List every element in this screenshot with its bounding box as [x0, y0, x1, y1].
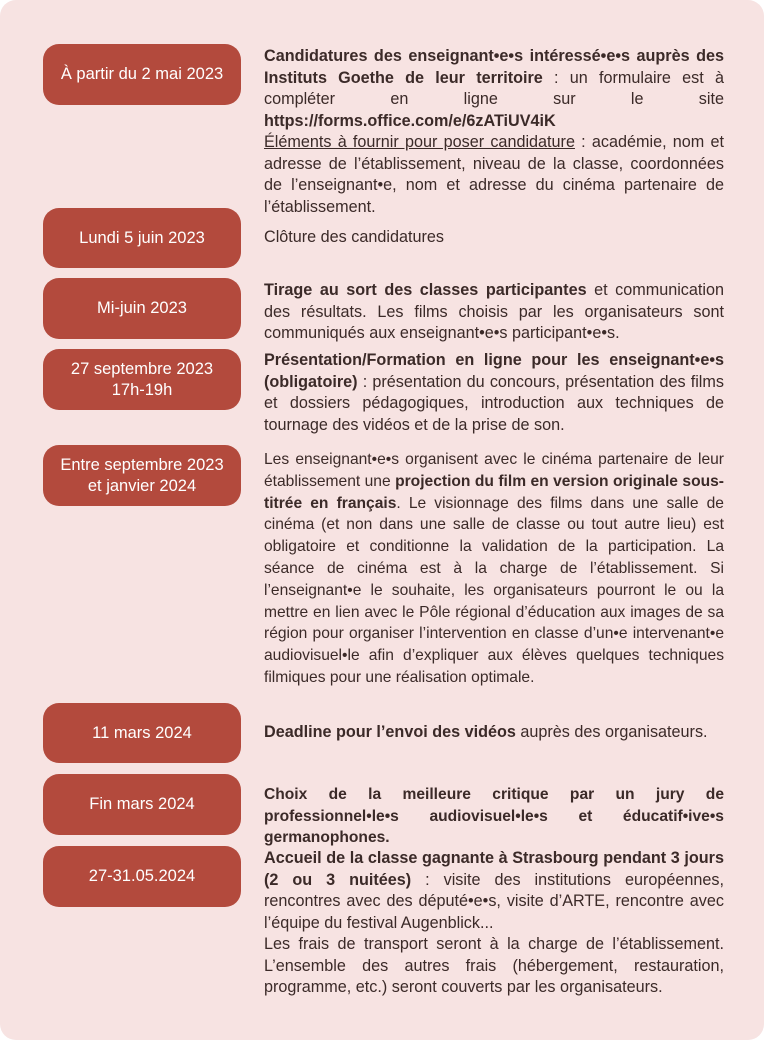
item-description: [264, 784, 724, 849]
item-description: Candidatures des enseignant•e•s intéressé•e•s auprès des Instituts Goethe de leur territoire : un formulaire est à compléter en ligne sur le site https://forms.office.com/e/6zATiUV4iK Éléments à fournir pour poser candidature : académie, nom et adresse de l’établissement, niveau de la classe, coordonnées de l’enseignant•e, nom et adresse du cinéma partenaire de l’établissement.: [264, 47, 724, 216]
requirements-heading: Éléments à fournir pour poser candidature: [264, 133, 575, 151]
date-pill: 11 mars 2024: [43, 703, 241, 763]
item-description: Présentation/Formation en ligne pour les enseignant•e•s (obligatoire) : présentation du concours, présentation des films et dossiers pédagogiques, introduction aux techniques de tournage des vidéos et de la prise de son.: [264, 351, 724, 434]
date-pill: Entre septembre 2023 et janvier 2024: [43, 445, 241, 506]
form-link[interactable]: https://forms.office.com/e/6zATiUV4iK: [264, 111, 556, 130]
item-highlight: Présentation/Formation en ligne pour les enseignant•e•s (obligatoire): [264, 351, 724, 391]
item-description: Deadline pour l’envoi des vidéos auprès des organisateurs.: [264, 723, 708, 741]
item-highlight: Candidatures des enseignant•e•s intéressé•e•s auprès des Instituts Goethe de leur territoire: [264, 47, 724, 87]
date-pill: Fin mars 2024: [43, 774, 241, 835]
item-highlight: Tirage au sort des classes participantes: [264, 281, 587, 299]
item-description: Accueil de la classe gagnante à Strasbourg pendant 3 jours (2 ou 3 nuitées) : visite des institutions européennes, rencontres avec des député•e•s, visite d’ARTE, rencontre avec l’équipe du festival Augenblick... Les frais de transport seront à la charge de l’établissement. L’ensemble des autres frais (hébergement, restauration, programme, etc.) seront couverts par les organisateurs.: [264, 849, 725, 996]
item-highlight: projection du film en version originale sous-titrée en français: [264, 472, 724, 512]
item-description: Clôture des candidatures: [264, 228, 444, 246]
item-description: Tirage au sort des classes participantes et communication des résultats. Les films choisis par les organisateurs sont communiqués aux enseignant•e•s participant•e•s.: [264, 281, 725, 342]
item-description: Les enseignant•e•s organisent avec le cinéma partenaire de leur établissement une projection du film en version originale sous-titrée en français. Le visionnage des films dans une salle de cinéma (et non dans une salle de classe ou tout autre lieu) est obligatoire et conditionne la validation de la participation. La séance de cinéma est à la charge de l’établissement. Si l’enseignant•e le souhaite, les organisateurs pourront le ou la mettre en lien avec le Pôle régional d’éducation aux images de sa région pour organiser l’intervention en classe d’un•e intervenant•e audiovisuel•le afin d’expliquer aux élèves quelques techniques filmiques pour une réalisation optimale.: [264, 451, 724, 686]
date-pill: À partir du 2 mai 2023: [43, 44, 241, 105]
date-pill: 27-31.05.2024: [43, 846, 241, 907]
item-highlight: Deadline pour l’envoi des vidéos: [264, 723, 516, 741]
date-pill: Lundi 5 juin 2023: [43, 208, 241, 268]
item-highlight: Accueil de la classe gagnante à Strasbourg pendant 3 jours (2 ou 3 nuitées): [264, 849, 724, 889]
item-highlight: Choix de la meilleure critique par un jury de professionnel•le•s audiovisuel•le•s et éducatif•ive•s germanophones.: [264, 786, 724, 846]
date-pill: Mi-juin 2023: [43, 278, 241, 339]
date-pill: 27 septembre 2023 17h-19h: [43, 349, 241, 410]
